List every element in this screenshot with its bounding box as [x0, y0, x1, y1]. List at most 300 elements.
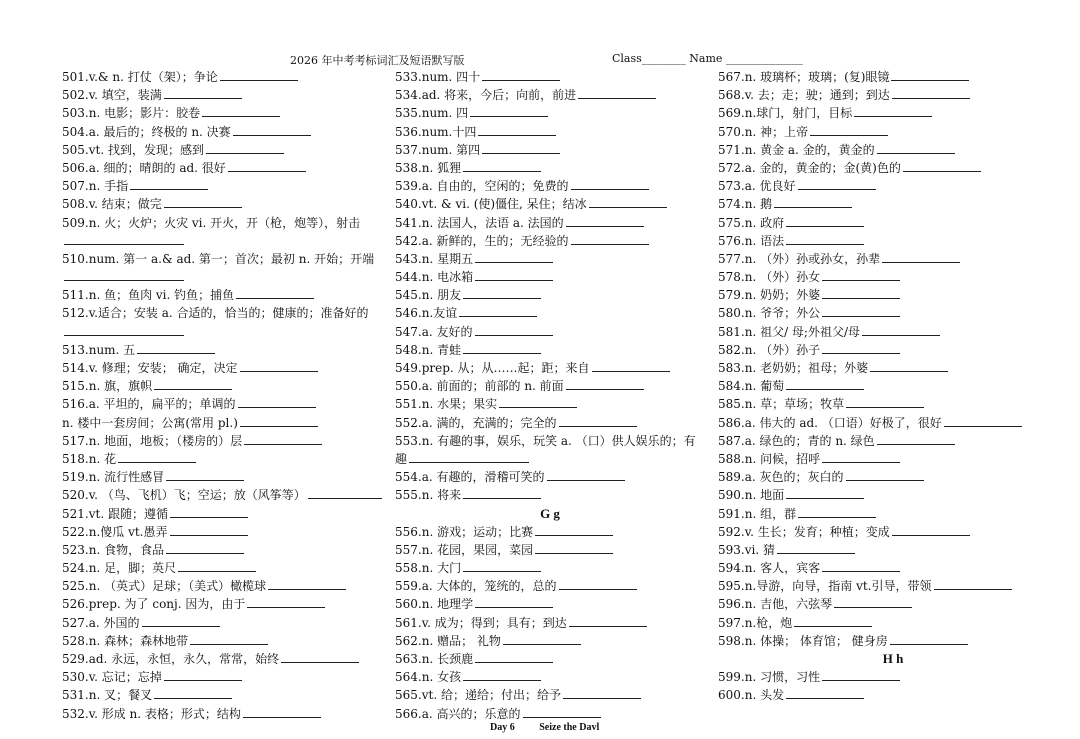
vocab-entry-text: 508.v. 结束；做完	[62, 197, 162, 212]
vocab-entry	[718, 632, 1068, 650]
vocab-entry	[395, 577, 705, 595]
vocab-entry	[62, 559, 382, 577]
vocab-entry	[62, 541, 382, 559]
answer-blank[interactable]	[459, 304, 537, 317]
answer-blank[interactable]	[475, 650, 553, 663]
vocab-entry	[395, 486, 705, 504]
worksheet-footer	[490, 722, 621, 733]
answer-blank[interactable]	[523, 705, 601, 718]
worksheet-header	[0, 52, 1080, 68]
vocab-entry-text: 550.a. 前面的；前部的 n. 前面	[395, 379, 564, 394]
vocab-entry	[395, 159, 705, 177]
vocab-entry	[395, 177, 705, 195]
vocab-entry	[718, 268, 1068, 286]
vocab-entry-text: 505.vt. 找到，发现；感到	[62, 142, 204, 157]
vocab-entry-text: 503.n. 电影；影片：胶卷	[62, 106, 201, 121]
vocab-entry-text: 529.ad. 永远，永恒，永久，常常，始终	[62, 652, 280, 667]
answer-blank[interactable]	[247, 595, 325, 608]
vocab-entry-text: 597.n.枪，炮	[718, 615, 793, 630]
answer-blank[interactable]	[240, 359, 318, 372]
vocab-entry	[62, 450, 382, 468]
answer-blank[interactable]	[834, 595, 912, 608]
vocab-entry	[718, 68, 1068, 86]
vocab-entry-text: 511.n. 鱼；鱼肉 vi. 钓鱼；捕鱼	[62, 288, 235, 303]
vocab-entry-text: 577.n. （外）孙或孙女，孙辈	[718, 251, 881, 266]
answer-blank[interactable]	[154, 686, 232, 699]
vocab-entry-text: 516.a. 平坦的，扁平的；单调的	[62, 397, 236, 412]
section-letter: G g	[540, 505, 560, 521]
vocab-entry-text: 578.n. （外）孙女	[718, 270, 821, 285]
answer-blank[interactable]	[64, 232, 184, 245]
vocab-entry	[395, 559, 705, 577]
vocab-entry	[718, 250, 1068, 268]
vocab-entry-text: 530.v. 忘记；忘掉	[62, 670, 162, 685]
answer-blank[interactable]	[503, 632, 581, 645]
vocab-entry	[718, 86, 1068, 104]
vocab-entry-text: 533.num. 四十	[395, 70, 481, 84]
vocab-entry-text: 585.n. 草；草场；牧草	[718, 397, 845, 412]
answer-blank[interactable]	[64, 268, 184, 281]
vocab-entry-text: 587.a. 绿色的；青的 n. 绿色	[718, 433, 875, 448]
vocab-entry-text: 523.n. 食物，食品	[62, 542, 165, 557]
vocab-entry-text: 579.n. 奶奶；外婆	[718, 288, 821, 303]
vocab-entry	[395, 86, 705, 104]
answer-blank[interactable]	[944, 414, 1022, 427]
answer-blank[interactable]	[206, 141, 284, 154]
vocab-entry-text: 575.n. 政府	[718, 215, 785, 230]
vocab-entry-text: 537.num. 第四	[395, 142, 481, 157]
answer-blank[interactable]	[569, 614, 647, 627]
vocab-entry	[62, 505, 382, 523]
answer-blank[interactable]	[244, 432, 322, 445]
vocab-entry	[62, 705, 382, 723]
answer-blank[interactable]	[220, 68, 298, 81]
vocab-entry-text: 506.a. 细的；晴朗的 ad. 很好	[62, 160, 226, 175]
vocab-entry-text: 513.num. 五	[62, 342, 136, 357]
vocab-entry-text: 556.n. 游戏；运动；比赛	[395, 524, 534, 539]
column-3	[718, 68, 1068, 705]
vocab-entry	[718, 304, 1068, 322]
answer-blank[interactable]	[559, 577, 637, 590]
answer-blank[interactable]	[130, 177, 208, 190]
vocab-entry	[718, 686, 1068, 704]
answer-blank[interactable]	[578, 86, 656, 99]
answer-blank[interactable]	[64, 323, 184, 336]
vocab-entry	[62, 632, 382, 650]
answer-blank[interactable]	[854, 104, 932, 117]
answer-blank[interactable]	[308, 486, 382, 499]
vocab-entry-text: 519.n. 流行性感冒	[62, 470, 165, 485]
vocab-entry	[718, 359, 1068, 377]
vocab-entry	[395, 104, 705, 122]
answer-blank[interactable]	[877, 432, 955, 445]
vocab-entry-text: 586.a. 伟大的 ad. （口语）好极了，很好	[718, 415, 942, 430]
vocab-entry	[395, 341, 705, 359]
vocab-entry-text: 539.a. 自由的，空闲的；免费的	[395, 179, 569, 194]
vocab-entry-text: 564.n. 女孩	[395, 670, 462, 685]
answer-blank[interactable]	[535, 541, 613, 554]
worksheet-title: 2026 年中考考标词汇及短语默写版	[290, 54, 465, 67]
vocab-entry	[718, 595, 1068, 613]
vocab-entry-text: 589.a. 灰色的；灰白的	[718, 470, 844, 485]
vocab-entry	[62, 432, 382, 450]
vocab-entry-text: 559.a. 大体的，笼统的，总的	[395, 579, 557, 594]
vocab-entry-text: 552.a. 满的，充满的；完全的	[395, 415, 557, 430]
vocab-entry-text: 592.v. 生长；发育；种植；变成	[718, 524, 890, 539]
vocab-entry-text: 594.n. 客人，宾客	[718, 561, 821, 576]
answer-blank[interactable]	[810, 123, 888, 136]
answer-blank[interactable]	[777, 541, 855, 554]
vocab-entry-text: 527.a. 外国的	[62, 615, 140, 630]
vocab-entry	[718, 159, 1068, 177]
answer-blank[interactable]	[891, 68, 969, 81]
answer-blank[interactable]	[482, 141, 560, 154]
answer-blank[interactable]	[463, 559, 541, 572]
vocab-entry-text: 571.n. 黄金 a. 金的，黄金的	[718, 142, 875, 157]
vocab-entry-text: 554.a. 有趣的，滑稽可笑的	[395, 470, 545, 485]
vocab-entry-text: 574.n. 鹅	[718, 197, 773, 212]
answer-blank[interactable]	[118, 450, 196, 463]
answer-blank[interactable]	[862, 323, 940, 336]
vocab-entry	[395, 650, 705, 668]
vocab-entry	[62, 159, 382, 177]
vocab-entry-text: 531.n. 叉；餐叉	[62, 688, 153, 703]
answer-blank[interactable]	[892, 86, 970, 99]
answer-blank[interactable]	[846, 468, 924, 481]
answer-blank[interactable]	[822, 450, 900, 463]
answer-blank[interactable]	[228, 159, 306, 172]
vocab-entry	[395, 323, 705, 341]
answer-blank[interactable]	[268, 577, 346, 590]
vocab-entry	[62, 359, 382, 377]
answer-blank[interactable]	[890, 632, 968, 645]
vocab-entry	[395, 377, 705, 395]
answer-blank[interactable]	[475, 250, 553, 263]
answer-blank[interactable]	[164, 86, 242, 99]
answer-blank[interactable]	[178, 559, 256, 572]
vocab-entry-text: 567.n. 玻璃杯；玻璃；(复)眼镜	[718, 70, 890, 84]
vocab-entry	[395, 214, 705, 232]
vocab-entry-text: 590.n. 地面	[718, 488, 785, 503]
vocab-entry	[62, 395, 382, 413]
answer-blank[interactable]	[798, 177, 876, 190]
answer-blank[interactable]	[786, 686, 864, 699]
vocab-entry-text: 534.ad. 将来，今后；向前，前进	[395, 88, 577, 103]
vocab-entry-text: 502.v. 填空，装满	[62, 88, 162, 103]
vocab-entry-text: 553.n. 有趣的事，娱乐，玩笑 a. （口）供人娱乐的；有趣	[395, 433, 696, 466]
answer-blank[interactable]	[846, 395, 924, 408]
answer-blank[interactable]	[463, 486, 541, 499]
vocab-entry	[718, 668, 1068, 686]
vocab-entry-text: 542.a. 新鲜的，生的；无经验的	[395, 233, 569, 248]
answer-blank[interactable]	[170, 523, 248, 536]
vocab-entry	[718, 468, 1068, 486]
vocab-entry	[62, 214, 382, 250]
vocab-entry-text: 568.v. 去；走；驶；通到；到达	[718, 88, 890, 103]
vocab-entry	[62, 523, 382, 541]
answer-blank[interactable]	[794, 614, 872, 627]
vocab-entry	[718, 395, 1068, 413]
vocab-entry-text: 541.n. 法国人，法语 a. 法国的	[395, 215, 564, 230]
answer-blank[interactable]	[822, 341, 900, 354]
answer-blank[interactable]	[786, 486, 864, 499]
answer-blank[interactable]	[463, 668, 541, 681]
vocab-entry	[718, 432, 1068, 450]
section-letter: H h	[882, 651, 904, 666]
footer-motto: Seize the Davl	[539, 722, 600, 733]
answer-blank[interactable]	[822, 559, 900, 572]
vocab-entry	[718, 414, 1068, 432]
vocab-entry-text: n. 楼中一套房间；公寓(常用 pl.)	[62, 415, 238, 430]
vocab-entry-text: 518.n. 花	[62, 451, 117, 466]
vocab-entry	[62, 595, 382, 613]
vocab-entry	[718, 141, 1068, 159]
answer-blank[interactable]	[563, 686, 641, 699]
vocab-entry-text: 563.n. 长颈鹿	[395, 652, 474, 667]
vocab-entry-text: 560.n. 地理学	[395, 597, 474, 612]
vocab-entry-text: 551.n. 水果；果实	[395, 397, 498, 412]
vocab-entry-text: 546.n.友谊	[395, 306, 458, 321]
vocab-entry	[395, 414, 705, 432]
answer-blank[interactable]	[798, 505, 876, 518]
vocab-entry	[718, 523, 1068, 541]
answer-blank[interactable]	[475, 323, 553, 336]
vocab-entry-text: 600.n. 头发	[718, 688, 785, 703]
vocab-entry-text: 532.v. 形成 n. 表格；形式；结构	[62, 706, 241, 721]
vocab-entry	[718, 377, 1068, 395]
vocab-entry	[62, 341, 382, 359]
answer-blank[interactable]	[243, 705, 321, 718]
vocab-entry	[395, 632, 705, 650]
answer-blank[interactable]	[238, 395, 316, 408]
answer-blank[interactable]	[236, 286, 314, 299]
vocab-entry	[718, 541, 1068, 559]
answer-blank[interactable]	[786, 232, 864, 245]
vocab-entry	[62, 486, 382, 504]
vocab-entry-text: 572.a. 金的，黄金的；金(黄)色的	[718, 160, 901, 175]
vocab-entry	[62, 177, 382, 195]
answer-blank[interactable]	[786, 377, 864, 390]
answer-blank[interactable]	[547, 468, 625, 481]
vocab-entry-text: 584.n. 葡萄	[718, 379, 785, 394]
answer-blank[interactable]	[142, 614, 220, 627]
answer-blank[interactable]	[190, 632, 268, 645]
answer-blank[interactable]	[882, 250, 960, 263]
vocab-entry	[62, 650, 382, 668]
vocab-entry	[395, 705, 705, 723]
vocab-entry-text: 540.vt. & vi. (使)僵住, 呆住；结冰	[395, 197, 587, 212]
vocab-entry	[62, 686, 382, 704]
vocab-entry-text: 569.n.球门，射门，目标	[718, 106, 853, 121]
vocab-entry-text: 504.a. 最后的；终极的 n. 决赛	[62, 124, 231, 139]
vocab-entry-text: 536.num.十四	[395, 124, 477, 139]
vocab-entry	[62, 141, 382, 159]
vocab-entry	[718, 286, 1068, 304]
vocab-entry	[62, 414, 382, 432]
vocab-entry-text: 528.n. 森林；森林地带	[62, 633, 189, 648]
vocab-entry	[62, 123, 382, 141]
vocab-entry	[718, 104, 1068, 122]
answer-blank[interactable]	[535, 523, 613, 536]
vocab-entry	[718, 323, 1068, 341]
vocab-entry-text: 555.n. 将来	[395, 488, 462, 503]
vocab-entry	[395, 141, 705, 159]
vocab-entry	[395, 250, 705, 268]
footer-day: Day 6	[490, 722, 515, 733]
answer-blank[interactable]	[822, 286, 900, 299]
vocab-entry	[395, 268, 705, 286]
vocab-entry	[395, 668, 705, 686]
answer-blank[interactable]	[903, 159, 981, 172]
answer-blank[interactable]	[202, 104, 280, 117]
answer-blank[interactable]	[409, 450, 529, 463]
vocab-entry-text: 512.v.适合；安装 a. 合适的，恰当的；健康的；准备好的	[62, 306, 369, 321]
vocab-entry	[718, 614, 1068, 632]
vocab-entry	[395, 541, 705, 559]
vocab-entry-text: 576.n. 语法	[718, 233, 785, 248]
answer-blank[interactable]	[934, 577, 1012, 590]
vocab-entry	[62, 250, 382, 286]
answer-blank[interactable]	[559, 414, 637, 427]
vocab-entry-text: 596.n. 吉他，六弦琴	[718, 597, 833, 612]
answer-blank[interactable]	[137, 341, 215, 354]
vocab-entry	[395, 68, 705, 86]
answer-blank[interactable]	[166, 468, 244, 481]
vocab-entry	[718, 195, 1068, 213]
vocab-entry	[718, 123, 1068, 141]
vocab-entry-text: 595.n.导游，向导，指南 vt.引导，带领	[718, 579, 932, 594]
vocab-entry-text: 599.n. 习惯，习性	[718, 670, 821, 685]
vocab-entry	[395, 432, 705, 468]
answer-blank[interactable]	[166, 541, 244, 554]
vocab-entry-text: 547.a. 友好的	[395, 324, 473, 339]
vocab-entry	[718, 505, 1068, 523]
vocab-entry-text: 517.n. 地面，地板；（楼房的）层	[62, 433, 243, 448]
answer-blank[interactable]	[475, 268, 553, 281]
vocab-entry	[62, 577, 382, 595]
vocab-entry-text: 570.n. 神；上帝	[718, 124, 809, 139]
answer-blank[interactable]	[233, 123, 311, 136]
answer-blank[interactable]	[786, 214, 864, 227]
vocab-entry	[718, 577, 1068, 595]
vocab-entry	[718, 214, 1068, 232]
vocab-entry	[718, 450, 1068, 468]
vocab-entry	[62, 195, 382, 213]
vocab-entry-text: 582.n. （外）孙子	[718, 342, 821, 357]
vocab-entry	[395, 395, 705, 413]
answer-blank[interactable]	[470, 104, 548, 117]
vocab-entry-text: 562.n. 赠品； 礼物	[395, 633, 501, 648]
vocab-entry-text: 580.n. 爷爷；外公	[718, 306, 821, 321]
answer-blank[interactable]	[463, 159, 541, 172]
answer-blank[interactable]	[571, 177, 649, 190]
vocab-entry	[395, 468, 705, 486]
answer-blank[interactable]	[240, 414, 318, 427]
vocab-entry	[395, 195, 705, 213]
vocab-entry-text: 548.n. 青蛙	[395, 342, 462, 357]
answer-blank[interactable]	[877, 141, 955, 154]
answer-blank[interactable]	[571, 232, 649, 245]
answer-blank[interactable]	[774, 195, 852, 208]
vocab-entry	[395, 595, 705, 613]
vocab-entry-text: 520.v. （鸟、飞机）飞；空运；放（风筝等）	[62, 488, 306, 503]
vocab-entry	[62, 668, 382, 686]
answer-blank[interactable]	[463, 286, 541, 299]
vocab-entry	[62, 377, 382, 395]
vocab-entry-text: 507.n. 手指	[62, 179, 129, 194]
vocab-entry	[718, 559, 1068, 577]
vocab-entry-text: 525.n. （英式）足球；（美式）橄榄球	[62, 579, 267, 594]
answer-blank[interactable]	[499, 395, 577, 408]
answer-blank[interactable]	[589, 195, 667, 208]
vocab-entry-text: 510.num. 第一 a.& ad. 第一；首次；最初 n. 开始；开端	[62, 251, 375, 266]
answer-blank[interactable]	[870, 359, 948, 372]
vocab-entry-text: 566.a. 高兴的；乐意的	[395, 706, 521, 721]
vocab-entry	[395, 304, 705, 322]
vocab-entry	[62, 304, 382, 340]
answer-blank[interactable]	[822, 268, 900, 281]
answer-blank[interactable]	[822, 304, 900, 317]
vocab-entry-text: 521.vt. 跟随；遵循	[62, 506, 168, 521]
answer-blank[interactable]	[164, 668, 242, 681]
vocab-entry-text: 545.n. 朋友	[395, 288, 462, 303]
vocab-entry	[62, 86, 382, 104]
vocab-entry-text: 515.n. 旗，旗帜	[62, 379, 153, 394]
vocab-entry	[62, 614, 382, 632]
vocab-entry-text: 509.n. 火；火炉；火灾 vi. 开火，开（枪，炮等），射击	[62, 215, 361, 230]
answer-blank[interactable]	[566, 377, 644, 390]
vocab-entry	[395, 614, 705, 632]
answer-blank[interactable]	[592, 359, 670, 372]
column-1	[62, 68, 382, 723]
answer-blank[interactable]	[281, 650, 359, 663]
vocab-entry-text: 558.n. 大门	[395, 561, 462, 576]
vocab-entry	[395, 686, 705, 704]
class-name-line: Class________ Name ______________	[612, 52, 803, 65]
column-2	[395, 68, 705, 723]
vocab-entry	[395, 523, 705, 541]
answer-blank[interactable]	[164, 195, 242, 208]
answer-blank[interactable]	[154, 377, 232, 390]
vocab-entry-text: 522.n.傻瓜 vt.愚弄	[62, 524, 168, 539]
answer-blank[interactable]	[482, 68, 560, 81]
vocab-entry-text: 565.vt. 给；递给；付出；给予	[395, 688, 561, 703]
vocab-entry	[718, 177, 1068, 195]
answer-blank[interactable]	[475, 595, 553, 608]
vocab-entry-text: 549.prep. 从；从……起；距；来自	[395, 361, 590, 375]
vocab-entry	[718, 232, 1068, 250]
vocab-entry	[395, 232, 705, 250]
vocab-entry	[718, 341, 1068, 359]
vocab-entry-text: 535.num. 四	[395, 106, 469, 121]
answer-blank[interactable]	[478, 123, 556, 136]
answer-blank[interactable]	[566, 214, 644, 227]
answer-blank[interactable]	[170, 505, 248, 518]
vocab-entry-text: 591.n. 组，群	[718, 506, 797, 521]
vocab-entry-text: 514.v. 修理；安装； 确定，决定	[62, 361, 238, 376]
vocab-entry-text: 538.n. 狐狸	[395, 160, 462, 175]
vocab-entry-text: 583.n. 老奶奶；祖母；外婆	[718, 361, 869, 375]
answer-blank[interactable]	[463, 341, 541, 354]
vocab-entry-text: 561.v. 成为；得到；具有；到达	[395, 615, 567, 630]
answer-blank[interactable]	[892, 523, 970, 536]
vocab-entry	[62, 468, 382, 486]
vocab-entry-text: 543.n. 星期五	[395, 251, 474, 266]
vocab-entry-text: 526.prep. 为了 conj. 因为，由于	[62, 597, 246, 612]
vocab-entry	[395, 286, 705, 304]
vocab-entry-text: 581.n. 祖父/ 母;外祖父/母	[718, 324, 861, 339]
answer-blank[interactable]	[822, 668, 900, 681]
